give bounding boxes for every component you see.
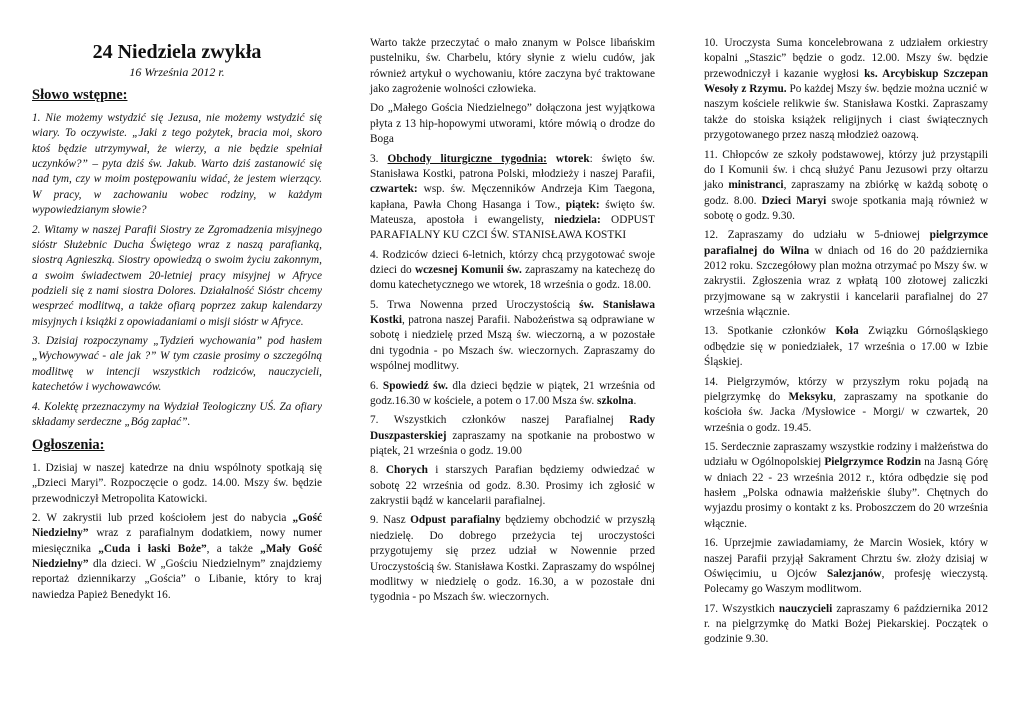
announcement-5: 5. Trwa Nowenna przed Uroczystością św. Stanisława Kostki, patrona naszej Parafii. Nabożeństwa są odprawiane w sobotę i niedzielę przed Mszą św. wieczorną, a w pozostałe dni tygodnia - po Mszach św. wieczornych. Zapraszamy do wspólnej modlitwy. xyxy=(370,298,655,373)
announcement-2-continued: Warto także przeczytać o mało znanym w Polsce libańskim pustelniku, św. Charbelu, który słynie z wielu cudów, jak również artykuł o wychowaniu, które zaczyna być traktowane jako zagrożenie wolności człowieka. xyxy=(370,37,655,96)
announcement-3: 3. Obchody liturgiczne tygodnia: wtorek: święto św. Stanisława Kostki, patrona Polski, młodzieży i naszej Parafii, czwartek: wsp. św. Męczenników Andrzeja Kim Taegona, kapłana, Pawła Chong Hasanga i Tow., piątek: święto św. Mateusza, apostoła i ewangelisty, niedziela: ODPUST PARAFIALNY KU CZCI ŚW. STANISŁAWA KOSTKI xyxy=(370,152,655,242)
announcement-6: 6. Spowiedź św. dla dzieci będzie w piątek, 21 września od godz.16.30 w kościele, a potem o 17.00 Msza św. szkolna. xyxy=(370,379,656,407)
heading-announcements: Ogłoszenia: xyxy=(32,437,105,454)
heading-intro: Słowo wstępne: xyxy=(32,87,128,104)
intro-paragraph-3: 3. Dzisiaj rozpoczynamy „Tydzień wychowania” pod hasłem „Wychowywać - ale jak ?” W tym czasie prosimy o szczególną modlitwę w intencji wszystkich rodziców, nauczycieli, katechetów i wychowawców. xyxy=(32,335,322,394)
announcement-2: 2. W zakrystii lub przed kościołem jest do nabycia „Gość Niedzielny” wraz z parafialnym dodatkiem, nowy numer miesięcznika „Cuda i łaski Boże”, a także „Mały Gość Niedzielny” dla dzieci. W „Gościu Niedzielnym” znajdziemy reportaż dziennikarzy „Gościa” o Libanie, który to kraj nawiedza Papież Benedykt 16. xyxy=(32,512,322,601)
announcement-12: 12. Zapraszamy do udziału w 5-dniowej pielgrzymce parafialnej do Wilna w dniach od 16 do 20 października 2012 roku. Szczegółowy plan można otrzymać po Mszy św. w zakrystii. Zgłoszenia wraz z wpłatą 100 złotowej zaliczki przyjmowane są w zakrystii i kancelarii parafialnej do 27 września włącznie. xyxy=(704,229,988,319)
announcement-10: 10. Uroczysta Suma koncelebrowana z udziałem orkiestry kopalni „Staszic” będzie o godz. 12.00. Mszy św. będzie przewodniczył i kazanie wygłosi ks. Arcybiskup Szczepan Wesoły z Rzymu. Po każdej Mszy św. będzie można ucznić w naszym kościele relikwie św. Stanisława Kostki. Zapraszamy także do stoiska książek religijnych i ciast świątecznych przygotowanego przez naszą młodzież oazową. xyxy=(704,37,988,142)
intro-section xyxy=(32,111,322,430)
announcement-9: 9. Nasz Odpust parafialny będziemy obchodzić w przyszłą niedzielę. Do dobrego przeżycia tej uroczystości przygotujemy się przez udział w Nowennie przed Uroczystością św. Stanisława Kostki. Zapraszamy do wspólnej modlitwy w niedzielę o godz. 16.30, a w pozostałe dni tygodnia - po Mszach św. wieczornych. xyxy=(370,514,655,604)
column-right xyxy=(704,36,988,652)
announcement-13: 13. Spotkanie członków Koła Związku Górnośląskiego odbędzie się w poniedziałek, 17 września o 17.00 w Izbie Śląskiej. xyxy=(704,325,988,369)
announcement-4: 4. Rodziców dzieci 6-letnich, którzy chcą przygotować swoje dzieci do wczesnej Komunii św. zapraszamy na katechezę do domu katechetycznego we wtorek, 18 września o godz. 18.00. xyxy=(370,248,656,292)
announcement-15: 15. Serdecznie zapraszamy wszystkie rodziny i małżeństwa do udziału w Ogólnopolskiej Pielgrzymce Rodzin na Jasną Górę w dniach 22 - 23 września 2012 r., która odbędzie się pod hasłem „Polska odnawia małżeńskie śluby”. Chętnych do wyjazdu prosimy o kontakt z ks. Proboszczem do 20 września włącznie. xyxy=(704,440,989,530)
announcement-7: 7. Wszystkich członków naszej Parafialnej Rady Duszpasterskiej zapraszamy na spotkanie na probostwo w piątek, 21 września o godz. 19.00 xyxy=(370,414,655,457)
announcement-17: 17. Wszystkich nauczycieli zapraszamy 6 października 2012 r. na pielgrzymkę do Matki Bożej Piekarskiej. Początek o godzinie 9.30. xyxy=(704,602,988,646)
page-title: 24 Niedziela zwykła xyxy=(92,41,262,63)
announcement-8: 8. Chorych i starszych Parafian będziemy odwiedzać w sobotę 22 września od godz. 8.30. Prosimy ich zgłosić w zakrystii bądź w kancelarii parafialnej. xyxy=(370,464,656,508)
column-left xyxy=(32,36,322,607)
page-date: 16 Września 2012 r. xyxy=(129,65,225,79)
announcement-1: 1. Dzisiaj w naszej katedrze na dniu wspólnoty spotkają się „Dzieci Maryi”. Rozpoczęcie o godz. 14.00. Mszy św. będzie przewodniczył Metropolita Katowicki. xyxy=(32,461,322,505)
intro-paragraph-4: 4. Kolektę przeznaczymy na Wydział Teologiczny UŚ. Za ofiary składamy serdeczne „Bóg zapłać”. xyxy=(32,400,322,428)
announcement-16: 16. Uprzejmie zawiadamiamy, że Marcin Wosiek, który w naszej Parafii przyjął Sakrament Chrztu św. złoży dzisiaj w Oświęcimiu, u Ojców Salezjanów, profesję wieczystą. Polecamy go Waszym modlitwom. xyxy=(704,537,989,596)
announcement-2-continued-2: Do „Małego Gościa Niedzielnego” dołączona jest wyjątkowa płyta z 13 hip-hopowymi utworami, które mówią o drodze do Boga xyxy=(370,102,655,146)
announcement-11: 11. Chłopców ze szkoły podstawowej, którzy już przystąpili do I Komunii św. i chcą służyć Panu Jezusowi przy ołtarzu jako ministranci, zapraszamy na zbiórkę w każdą sobotę o godz. 8.00. Dzieci Maryi swoje spotkania mają również w sobotę o godz. 9.30. xyxy=(704,148,988,222)
announcement-14: 14. Pielgrzymów, którzy w przyszłym roku pojadą na pielgrzymkę do Meksyku, zapraszamy na spotkanie do kościoła św. Jacka /Mysłowice - Morgi/ w czwartek, 20 września o godz. 19.45. xyxy=(704,375,988,434)
intro-paragraph-1: 1. Nie możemy wstydzić się Jezusa, nie możemy wstydzić się wiary. To oczywiste. „Jaki z tego pożytek, bracia moi, skoro ktoś będzie utrzymywał, że wierzy, a nie będzie spełniał uczynków?” – pyta dziś św. Jakub. Warto dziś zastanowić się nad tym, czy w moim postępowaniu widać, że jestem wierzący. W pracy, w zachowaniu wobec rodziny, w każdym wypowiedzianym słowie? xyxy=(32,112,322,217)
intro-paragraph-2: 2. Witamy w naszej Parafii Siostry ze Zgromadzenia misyjnego sióstr Służebnic Ducha Świętego wraz z naszą parafianką, siostrą Agnieszką. Siostry opowiedzą o swoim życiu zakonnym, a swoim świadectwem 20-letniej pracy misyjnej w Afryce podzieli się z nami siostra Dolores. Działalność Sióstr chcemy wesprzeć modlitwą, a także ofiarą poprzez zakup kalendarzy misyjnych i książki z opowiadaniami o misji sióstr w Afryce. xyxy=(32,223,322,328)
column-middle xyxy=(370,36,655,610)
